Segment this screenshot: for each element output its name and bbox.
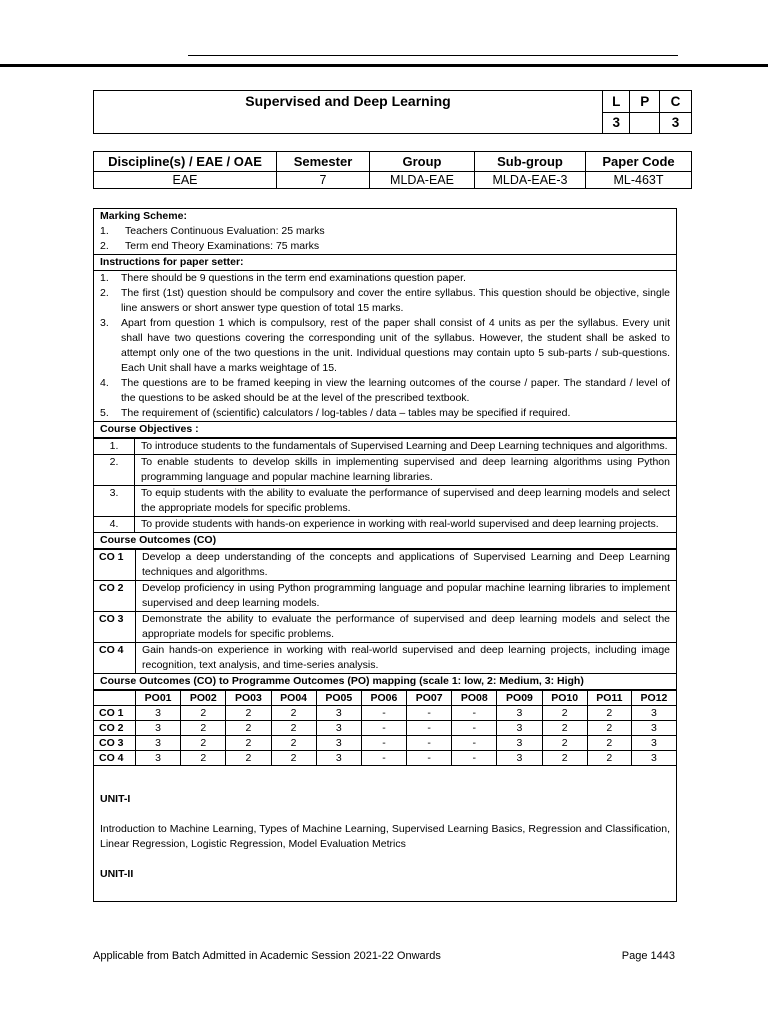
table-row: CO 3 Demonstrate the ability to evaluate the performance of supervised and deep learning models and select the appropriate models for specific problems. [94,612,676,643]
lpc-header-l: L [603,91,630,113]
course-title: Supervised and Deep Learning [94,91,603,134]
footer-applicability: Applicable from Batch Admitted in Academic Session 2021-22 Onwards [93,950,441,962]
table-row: 2. To enable students to develop skills in implementing supervised and deep learning algorithms using Python programming language and popular machine learning libraries. [94,455,676,486]
table-row: CO 2 3 2 2 2 3 - - - 3 2 2 3 [94,721,676,736]
lpc-header-c: C [660,91,692,113]
list-item: 1. Teachers Continuous Evaluation: 25 marks [100,225,325,237]
header-rule-thin [188,55,678,56]
table-row: CO 2 Develop proficiency in using Python programming language and popular machine learning libraries to implement supervised and deep learning models. [94,581,676,612]
table-row: CO 3 3 2 2 2 3 - - - 3 2 2 3 [94,736,676,751]
marking-scheme-heading: Marking Scheme: [100,210,187,222]
table-row: 4. To provide students with hands-on experience in working with real-world supervised and deep learning projects. [94,517,676,533]
list-item: 4. The questions are to be framed keeping in view the learning outcomes of the course / paper. The standard / level of the questions to be asked should be at the level of the prescribed textbook. [100,377,670,404]
lpc-value-p [630,112,660,134]
instructions-list [100,271,670,421]
list-item: 1. There should be 9 questions in the term end examinations question paper. [100,272,466,284]
marking-scheme-list [100,224,670,254]
semester-value: 7 [277,172,370,189]
instructions-section [94,271,676,422]
table-row: CO 1 Develop a deep understanding of the concepts and applications of Supervised Learning and Deep Learning techniques and algorithms. [94,550,676,581]
table-row: 3. To equip students with the ability to evaluate the performance of supervised and deep learning models and select the appropriate models for specific problems. [94,486,676,517]
header-rule-thick [0,64,768,67]
outcomes-table [94,549,676,674]
group-value: MLDA-EAE [370,172,475,189]
unit-1-title: UNIT-I [100,793,131,805]
mapping-heading: Course Outcomes (CO) to Programme Outcomes (PO) mapping (scale 1: low, 2: Medium, 3: High) [94,674,676,690]
page-number: Page 1443 [621,950,675,962]
semester-header: Semester [277,152,370,172]
discipline-table [93,151,692,189]
page-footer [93,950,675,962]
table-row: 1. To introduce students to the fundamentals of Supervised Learning and Deep Learning techniques and algorithms. [94,439,676,455]
instructions-heading: Instructions for paper setter: [94,255,676,271]
lpc-header-p: P [630,91,660,113]
subgroup-header: Sub-group [475,152,586,172]
list-item: 2. Term end Theory Examinations: 75 marks [100,240,320,252]
table-row: CO 4 Gain hands-on experience in working with real-world supervised and deep learning projects, including image recognition, text analysis, and time-series analysis. [94,643,676,674]
list-item: 5. The requirement of (scientific) calculators / log-tables / data – tables may be specified if required. [100,407,571,419]
group-header: Group [370,152,475,172]
discipline-header: Discipline(s) / EAE / OAE [94,152,277,172]
paper-code-header: Paper Code [586,152,692,172]
table-row: CO 1 3 2 2 2 3 - - - 3 2 2 3 [94,706,676,721]
course-details-box [93,208,677,902]
objectives-heading: Course Objectives : [94,422,676,438]
table-row: CO 4 3 2 2 2 3 - - - 3 2 2 3 [94,751,676,766]
objectives-table [94,438,676,533]
unit-2-title: UNIT-II [100,868,134,880]
syllabus-section [94,765,676,882]
list-item: 2. The first (1st) question should be compulsory and cover the entire syllabus. This question should be objective, single line answers or short answer type question of total 15 marks. [100,287,670,314]
discipline-value: EAE [94,172,277,189]
outcomes-heading: Course Outcomes (CO) [94,533,676,549]
table-row: PO01 PO02 PO03 PO04 PO05 PO06 PO07 PO08 PO09 PO10 PO11 PO12 [94,691,676,706]
co-po-mapping-table [94,690,676,765]
course-title-table [93,90,692,134]
unit-1-text: Introduction to Machine Learning, Types of Machine Learning, Supervised Learning Basics, Regression and Classification, Linear Regression, Logistic Regression, Model Evaluation Metrics [100,823,670,850]
lpc-value-l: 3 [603,112,630,134]
paper-code-value: ML-463T [586,172,692,189]
marking-scheme-section [94,209,676,255]
subgroup-value: MLDA-EAE-3 [475,172,586,189]
lpc-value-c: 3 [660,112,692,134]
list-item: 3. Apart from question 1 which is compulsory, rest of the paper shall consist of 4 units as per the syllabus. Every unit shall have two questions covering the corresponding unit of the syllabus. However, the student shall be asked to attempt only one of the two questions in the unit. Individual questions may contain upto 5 sub-parts / sub-questions. Each Unit shall have a marks weightage of 15. [100,317,670,374]
